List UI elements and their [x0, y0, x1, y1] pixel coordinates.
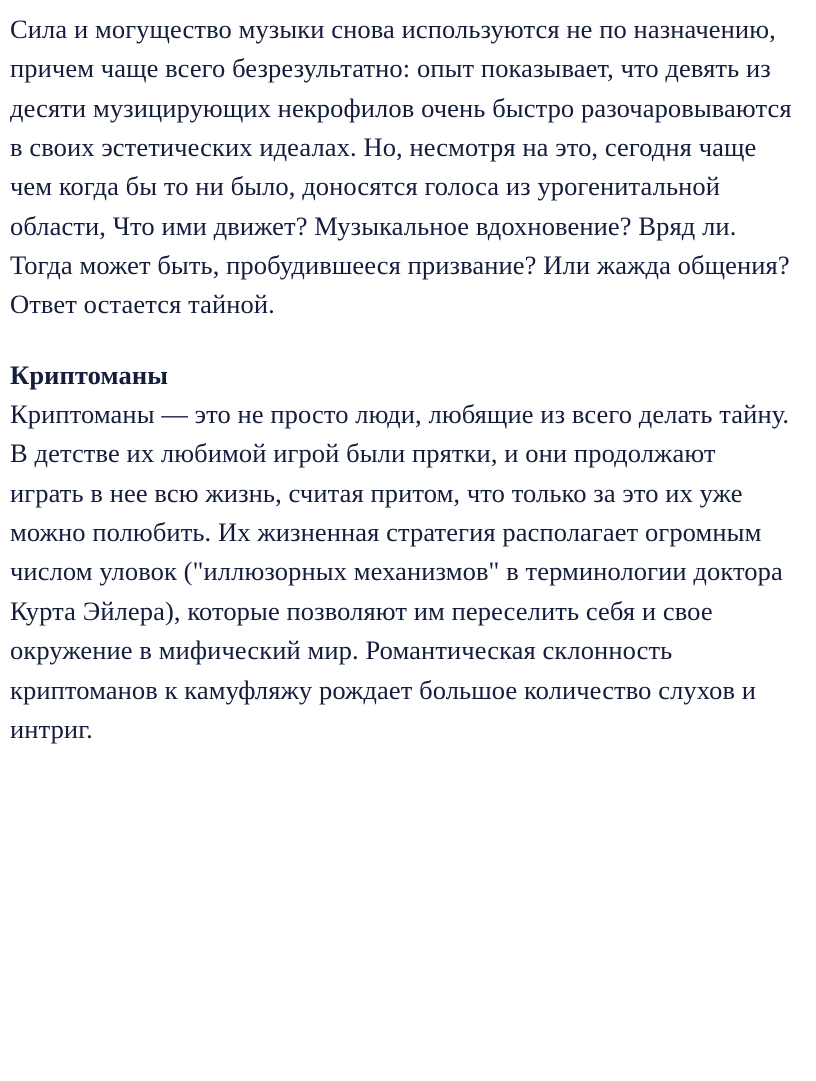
paragraph-music: Сила и могущество музыки снова используются не по назначению, причем чаще всего безрезультатно: опыт показывает, что девять из десяти музицирующих некрофилов очень быстро разочаровываются в своих эстетических идеалах. Но, несмотря на это, сегодня чаще чем когда бы то ни было, доносятся голоса из урогенитальной области, Что ими движет? Музыкальное вдохновение? Вряд ли. Тогда может быть, пробудившееся призвание? Или жажда общения? Ответ остается тайной.	[10, 14, 792, 320]
paragraph-kriptomany: Криптоманы — это не просто люди, любящие из всего делать тайну. В детстве их любимой игрой были прятки, и они продолжают играть в нее всю жизнь, считая притом, что только за это их уже можно полюбить. Их жизненная стратегия располагает огромным числом уловок ("иллюзорных механизмов" в терминологии доктора Курта Эйлера), которые позволяют им переселить себя и свое окружение в мифический мир. Романтическая склонность криптоманов к камуфляжу рождает большое количество слухов и интриг.	[10, 399, 790, 744]
document-body	[10, 10, 794, 749]
paragraph-spacer	[10, 325, 794, 356]
section-heading-kriptomany: Криптоманы	[10, 359, 168, 390]
